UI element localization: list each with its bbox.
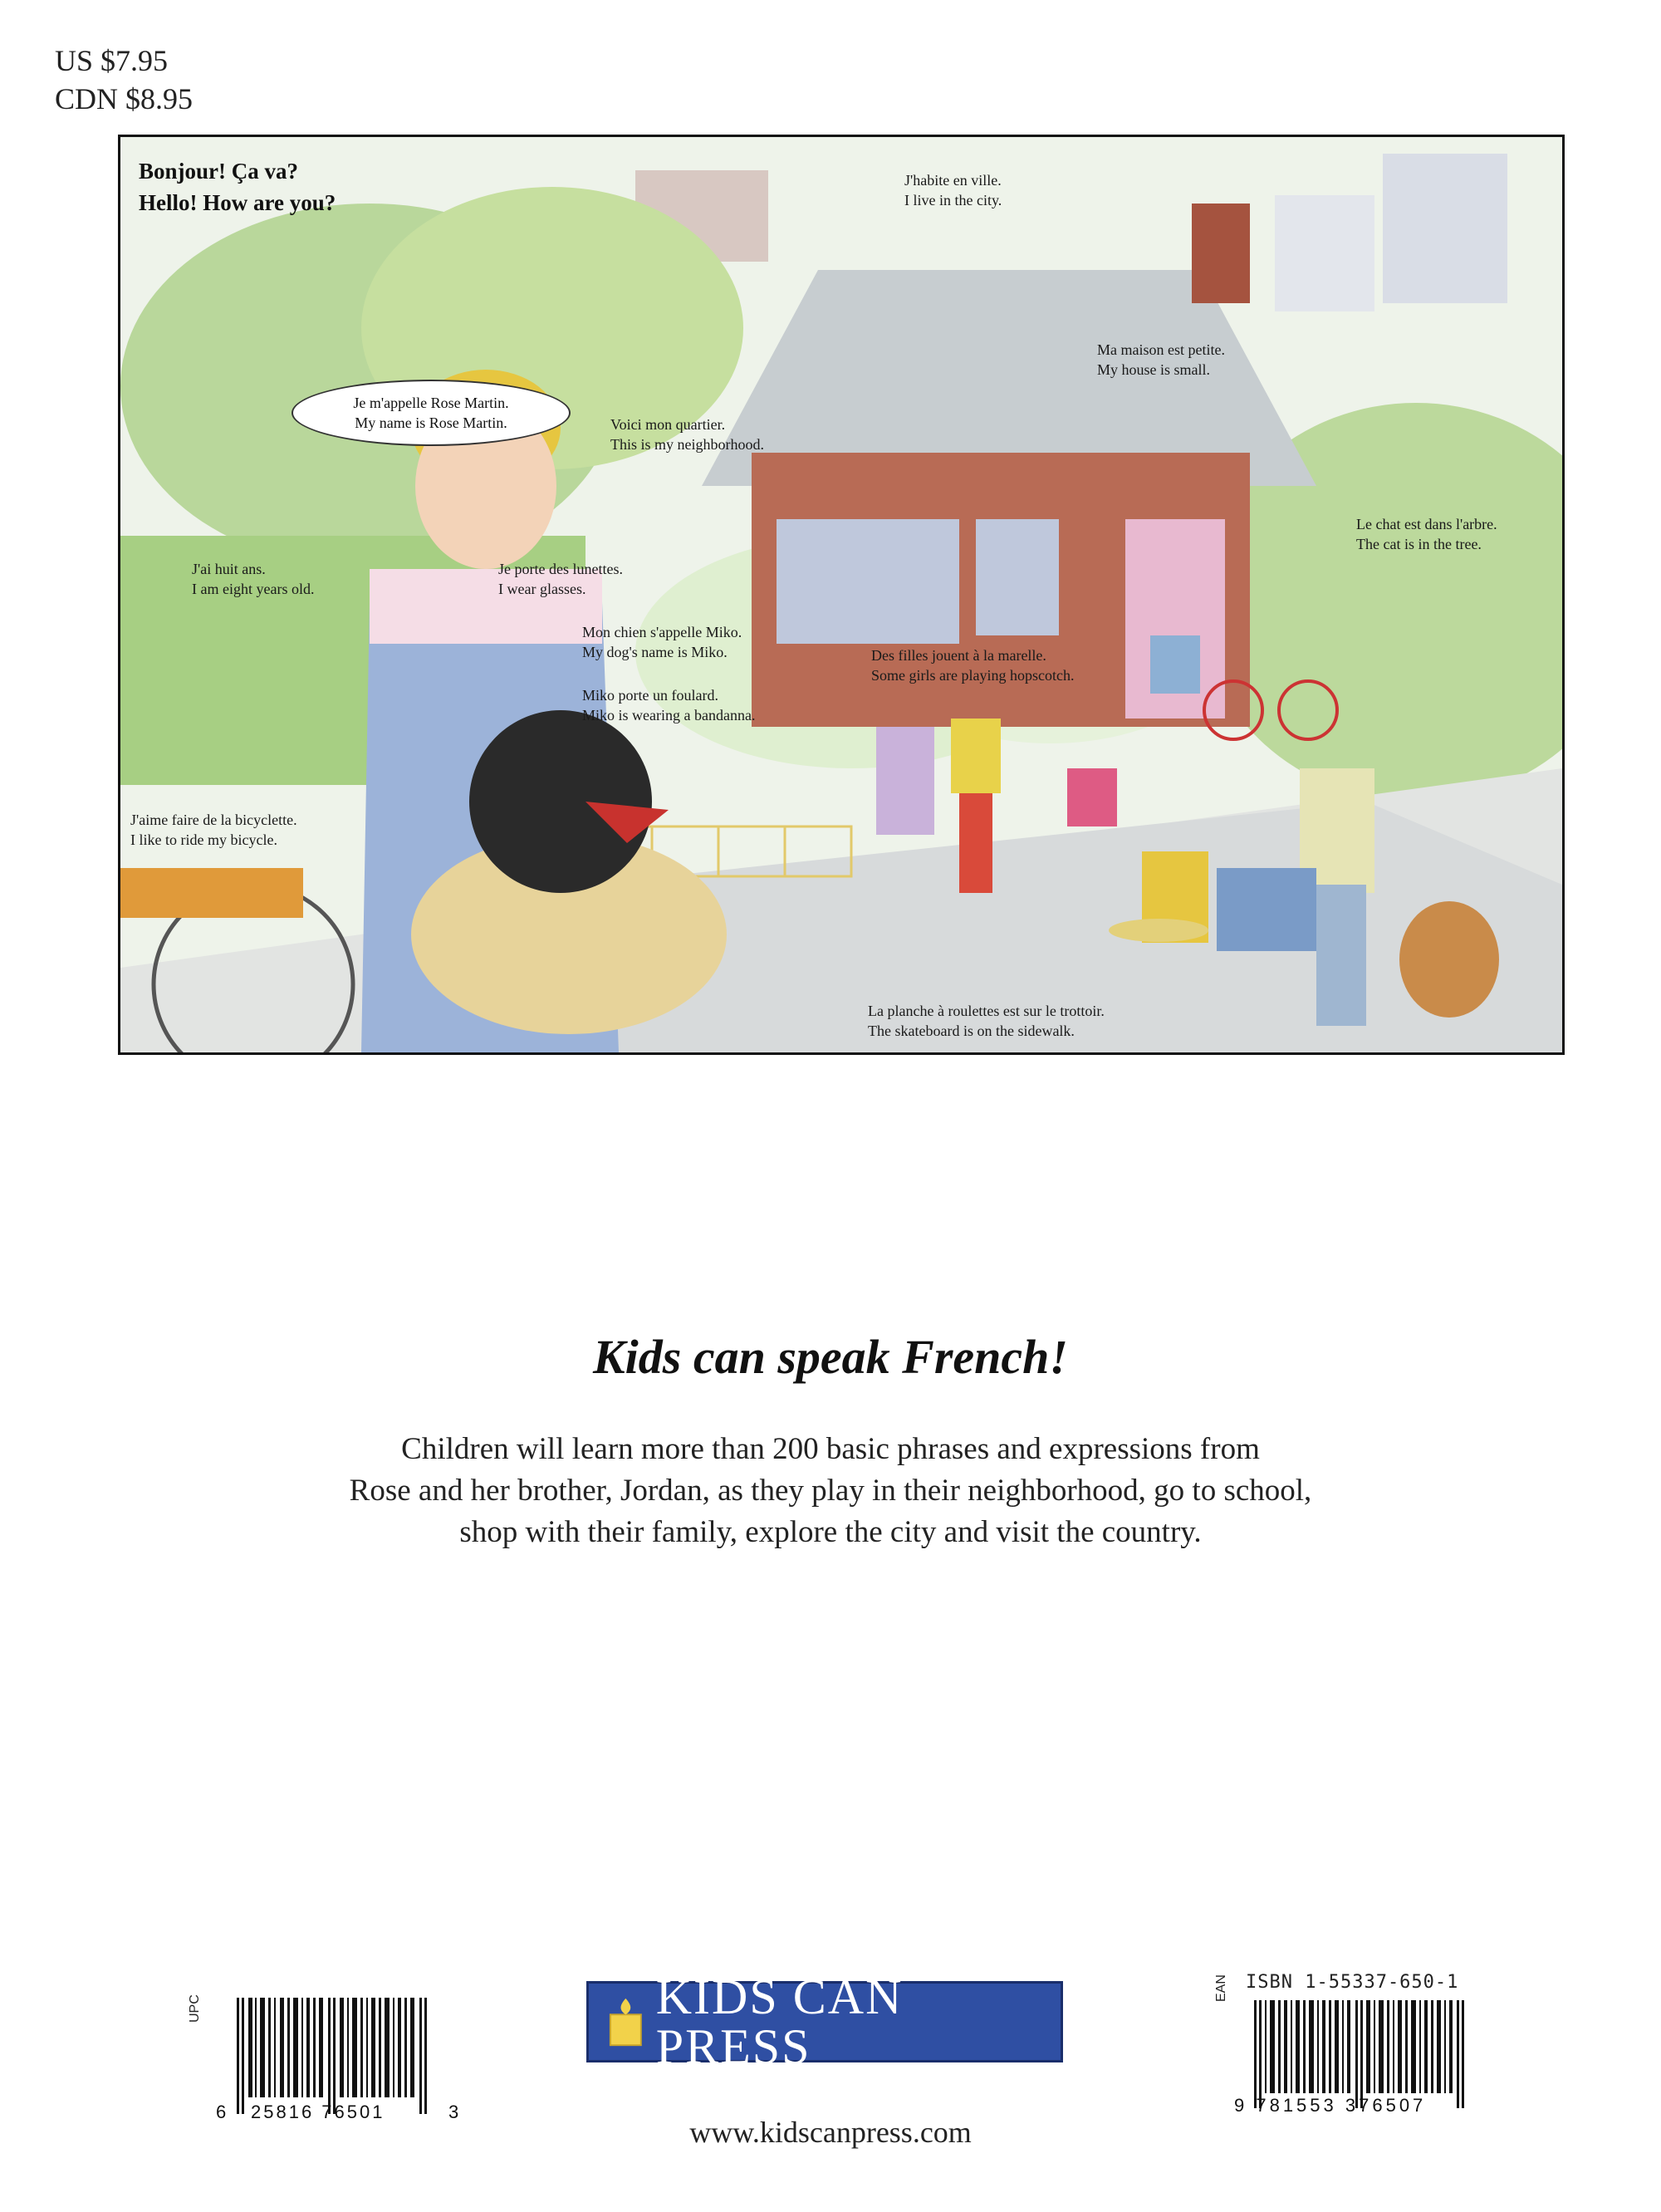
ean-digits: 9 781553 376507	[1234, 2095, 1427, 2116]
caption-bicycle: J'aime faire de la bicyclette. I like to ride my bicycle.	[130, 812, 297, 848]
blurb-line: shop with their family, explore the city and visit the country.	[459, 1515, 1202, 1549]
price-block	[55, 42, 193, 118]
caption-hopscotch: Des filles jouent à la marelle. Some girls are playing hopscotch.	[871, 647, 1075, 684]
blurb-line: Rose and her brother, Jordan, as they play in their neighborhood, go to school,	[349, 1474, 1312, 1508]
greeting-caption	[139, 155, 336, 218]
caption-age: J'ai huit ans. I am eight years old.	[192, 561, 315, 597]
caption-house: Ma maison est petite. My house is small.	[1097, 341, 1225, 378]
caption-skateboard: La planche à roulettes est sur le trottoir. The skateboard is on the sidewalk.	[868, 1003, 1105, 1039]
isbn-number: ISBN 1-55337-650-1	[1246, 1972, 1459, 1993]
greeting-english: Hello! How are you?	[139, 190, 336, 215]
speech-bubble	[292, 380, 571, 446]
cover-illustration	[118, 135, 1565, 1055]
blurb-line: Children will learn more than 200 basic phrases and expressions from	[401, 1432, 1260, 1466]
headline: Kids can speak French!	[592, 1330, 1068, 1384]
publisher-url[interactable]: www.kidscanpress.com	[689, 2116, 972, 2149]
kids-can-press-logo	[586, 1969, 1063, 2074]
upc-label: UPC	[188, 1994, 202, 2023]
caption-city: J'habite en ville. I live in the city.	[904, 172, 1002, 208]
upc-digits-middle: 25816 76501	[251, 2102, 385, 2122]
upc-barcode	[237, 1998, 444, 2114]
ean-label: EAN	[1214, 1974, 1228, 2002]
caption-glasses: Je porte des lunettes. I wear glasses.	[498, 561, 623, 597]
caption-dog: Mon chien s'appelle Miko. My dog's name is Miko.	[582, 624, 742, 660]
cdn-price: CDN $8.95	[55, 82, 194, 115]
logo-text: KIDS CAN PRESS	[655, 1969, 904, 2074]
book-flame-icon	[607, 1996, 644, 2048]
neighborhood-scene	[120, 137, 1562, 1052]
upc-digit-left: 6	[216, 2102, 227, 2122]
bubble-english: My name is Rose Martin.	[355, 414, 507, 431]
description-blurb	[249, 1429, 1412, 1553]
bubble-french: Je m'appelle Rose Martin.	[353, 395, 509, 411]
us-price: US $7.95	[55, 44, 169, 77]
ean-barcode	[1254, 2000, 1470, 2108]
greeting-french: Bonjour! Ça va?	[139, 159, 299, 184]
caption-neighborhood: Voici mon quartier. This is my neighborhood.	[610, 416, 764, 453]
upc-digit-right: 3	[448, 2102, 459, 2122]
caption-cat: Le chat est dans l'arbre. The cat is in the tree.	[1356, 516, 1497, 552]
caption-bandanna: Miko porte un foulard. Miko is wearing a bandanna.	[582, 687, 756, 723]
